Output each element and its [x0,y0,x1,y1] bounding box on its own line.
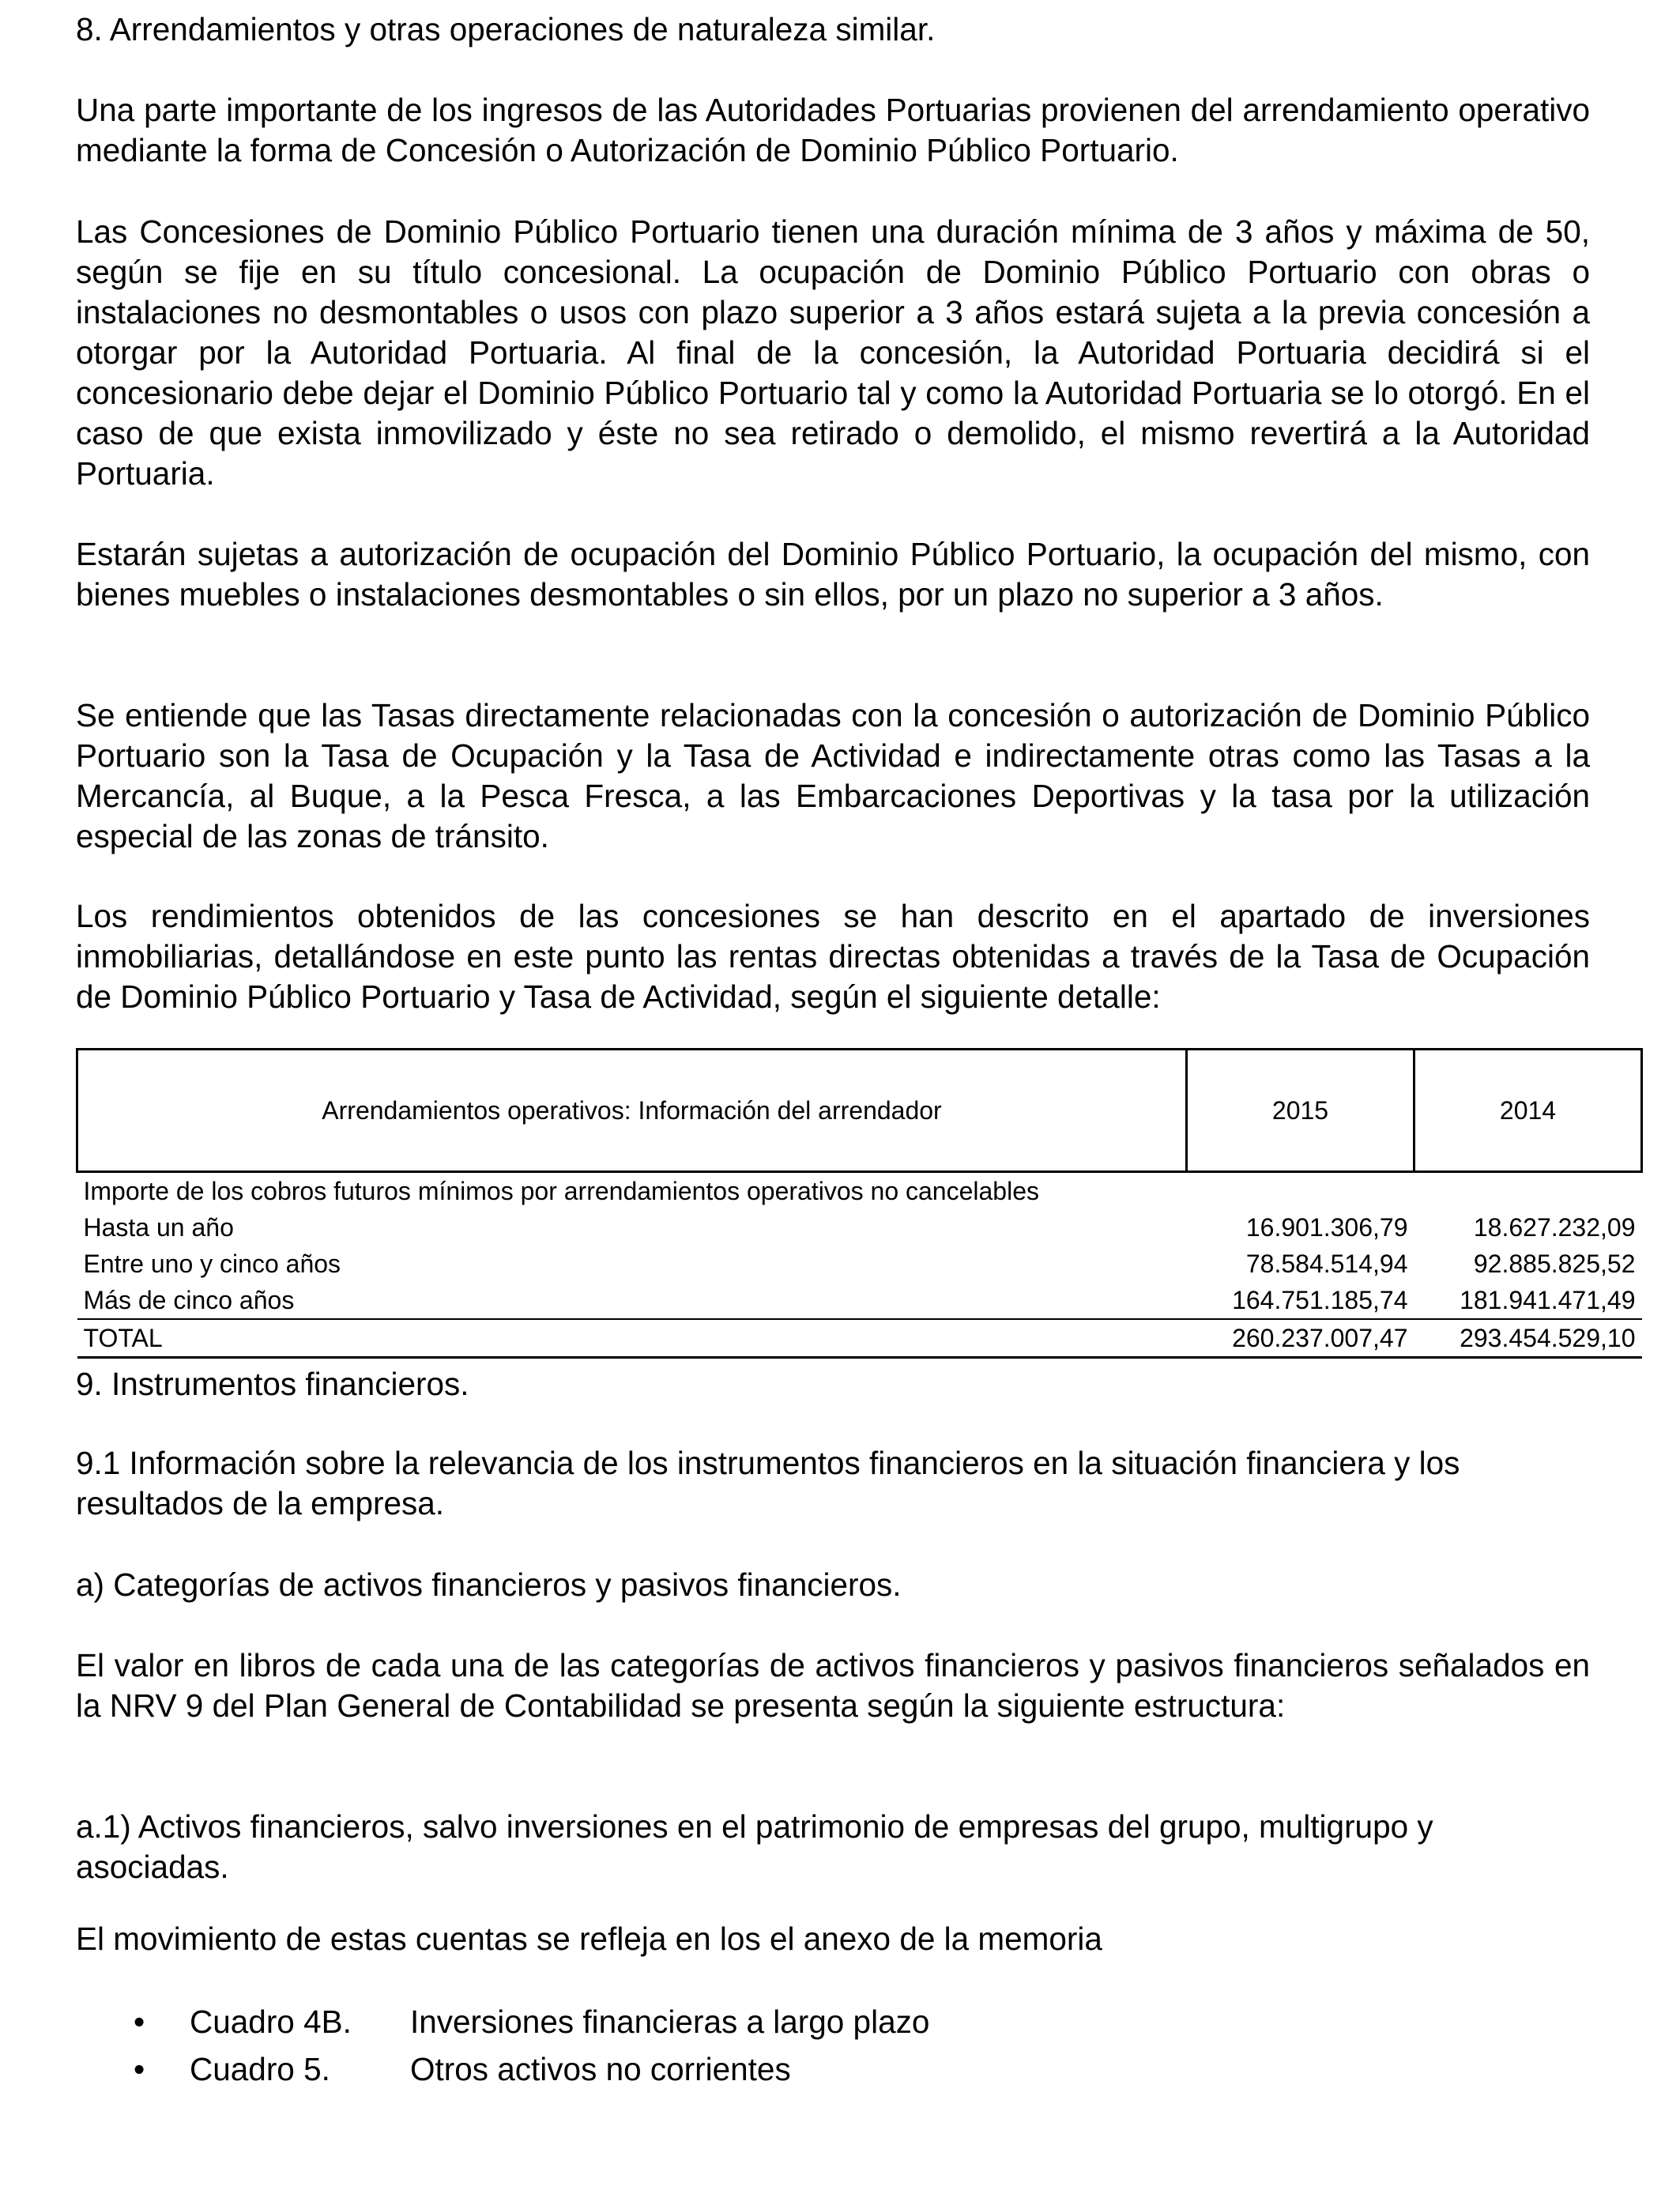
table-header-label: Arrendamientos operativos: Información del arrendador [77,1050,1187,1172]
bullet-icon: • [134,2004,145,2040]
paragraph-nrv: El valor en libros de cada una de las categorías de activos financieros y pasivos financieros señalados en la NRV 9 del Plan General de Contabilidad se presenta según la siguiente estructura: [76,1647,1590,1724]
paragraph-concesiones-duracion: Las Concesiones de Dominio Público Portuario tienen una duración mínima de 3 años y máxima de 50, según se fije en su título concesional. La ocupación de Dominio Público Portuario con obras o instalaciones no desmontables o usos con plazo superior a 3 años estará sujeta a la previa concesión a otorgar por la Autoridad Portuaria. Al final de la concesión, la Autoridad Portuaria decidirá si el concesionario debe dejar el Dominio Público Portuario tal y como la Autoridad Portuaria se lo otorgó. En el caso de que exista inmovilizado y éste no sea retirado o demolido, el mismo revertirá a la Autoridad Portuaria. [76,213,1590,492]
table-cell-2015: 16.901.306,79 [1245,1213,1408,1242]
table-row-label: Hasta un año [83,1213,234,1242]
cuadro-code: Cuadro 4B. [190,2004,352,2040]
paragraph-tasas: Se entiende que las Tasas directamente relacionadas con la concesión o autorización de Dominio Público Portuario son la Tasa de Ocupación y la Tasa de Actividad e indirectamente otras como las Tasas a la Mercancía, al Buque, a la Pesca Fresca, a las Embarcaciones Deportivas y la tasa por la utilización especial de las zonas de tránsito. [76,697,1590,854]
table-row-label: Entre uno y cinco años [83,1250,341,1278]
table-row [77,1246,1642,1282]
section-8-heading: 8. Arrendamientos y otras operaciones de naturaleza similar. [76,11,936,47]
table-total-label: TOTAL [77,1319,1187,1358]
section-a1-heading: a.1) Activos financieros, salvo inversiones en el patrimonio de empresas del grupo, multigrupo y asociadas. [76,1808,1433,1885]
cuadro-description: Otros activos no corrientes [410,2051,791,2087]
cuadro-description: Inversiones financieras a largo plazo [410,2004,930,2040]
table-group-empty-2014 [1414,1172,1642,1210]
table-group-label: Importe de los cobros futuros mínimos por arrendamientos operativos no cancelables [77,1172,1187,1210]
table-cell-2014: 181.941.471,49 [1460,1286,1636,1314]
table-row [77,1209,1642,1246]
table-header-2015: 2015 [1187,1050,1414,1172]
section-9-1-heading: 9.1 Información sobre la relevancia de los instrumentos financieros en la situación financiera y los resultados de la empresa. [76,1445,1460,1521]
table-group-row [77,1172,1642,1210]
table-header-2014: 2014 [1414,1050,1642,1172]
table-cell-2014: 92.885.825,52 [1473,1250,1636,1278]
paragraph-concesion-intro: Una parte importante de los ingresos de las Autoridades Portuarias provienen del arrendamiento operativo mediante la forma de Concesión o Autorización de Dominio Público Portuario. [76,92,1590,168]
bullet-icon: • [134,2051,145,2087]
table-total-2014: 293.454.529,10 [1414,1319,1642,1358]
paragraph-autorizacion-ocupacion: Estarán sujetas a autorización de ocupación del Dominio Público Portuario, la ocupación del mismo, con bienes muebles o instalaciones desmontables o sin ellos, por un plazo no superior a 3 años. [76,536,1590,613]
table-header-row [77,1050,1642,1172]
section-9-heading: 9. Instrumentos financieros. [76,1366,469,1402]
table-row [77,1282,1642,1319]
paragraph-movimiento: El movimiento de estas cuentas se refleja en los el anexo de la memoria [76,1921,1102,1957]
table-row-label: Más de cinco años [83,1286,295,1314]
section-a-heading: a) Categorías de activos financieros y pasivos financieros. [76,1566,902,1603]
table-total-2015: 260.237.007,47 [1187,1319,1414,1358]
cuadro-code: Cuadro 5. [190,2051,330,2087]
table-total-row [77,1319,1642,1358]
paragraph-rendimientos: Los rendimientos obtenidos de las concesiones se han descrito en el apartado de inversiones inmobiliarias, detallándose en este punto las rentas directas obtenidas a través de la Tasa de Ocupación de Dominio Público Portuario y Tasa de Actividad, según el siguiente detalle: [76,898,1590,1015]
table-group-empty-2015 [1187,1172,1414,1210]
table-cell-2015: 164.751.185,74 [1232,1286,1408,1314]
table-cell-2014: 18.627.232,09 [1473,1213,1636,1242]
lease-table [76,1048,1643,1359]
table-cell-2015: 78.584.514,94 [1245,1250,1408,1278]
